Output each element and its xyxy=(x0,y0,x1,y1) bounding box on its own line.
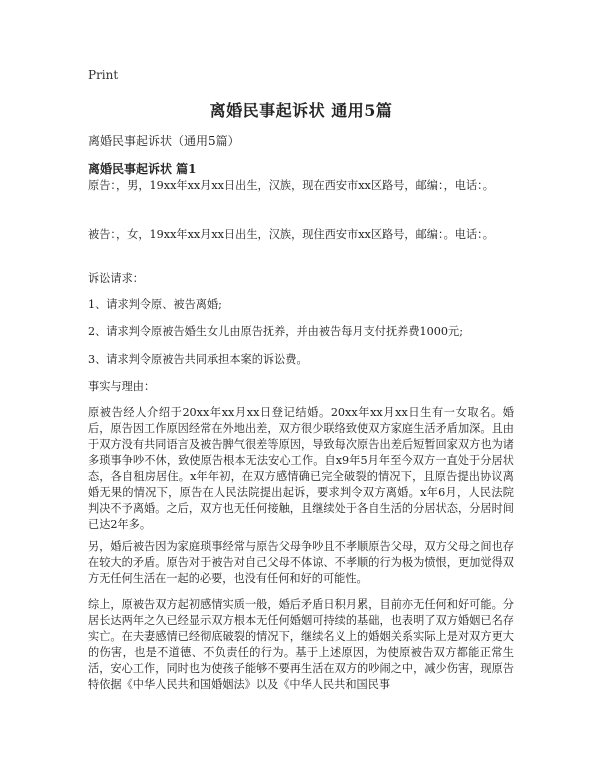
defendant-info: 被告：，女，19xx年xx月xx日出生，汉族，现住西安市xx区路号，邮编：。电话：。 xyxy=(88,228,494,241)
document-subtitle: 离婚民事起诉状（通用5篇） xyxy=(88,134,240,148)
facts-paragraph-3: 综上，原被告双方起初感情实质一般，婚后矛盾日积月累，目前亦无任何和好可能。分居长达两年之久已经显示双方根本无任何婚姻可持续的基础，也表明了双方婚姻已名存实亡。在夫妻感情已经彻底破裂的情况下，继续名义上的婚姻关系实际上是对双方更大的伤害，也是不道德、不负责任的行为。基于上述原因，为使原被告双方都能正常生活，安心工作，同时也为使孩子能够不要再生活在双方的吵闹之中，减少伤害，现原告特依据《中华人民共和国婚姻法》以及《中华人民共和国民事 xyxy=(88,598,514,691)
claim-item-3: 3、请求判令原被告共同承担本案的诉讼费。 xyxy=(88,353,308,366)
document-title: 离婚民事起诉状 通用5篇 xyxy=(209,101,393,120)
claims-heading: 诉讼请求： xyxy=(88,272,144,285)
print-link[interactable]: Print xyxy=(88,68,119,82)
facts-paragraph-1: 原被告经人介绍于20xx年xx月xx日登记结婚。20xx年xx月xx日生有一女取名。婚后，原告因工作原因经常在外地出差，双方很少联络致使双方家庭生活矛盾加深。且由于双方没有共同语言及被告脾气很差等原因，导致每次原告出差后短暂回家双方也为诸多琐事争吵不休，致使原告根本无法安心工作。自x9年5月年至今双方一直处于分居状态，各自租房居住。x年年初，在双方感情确已完全破裂的情况下，且原告提出协议离婚无果的情况下，原告在人民法院提出起诉，要求判令双方离婚。x年6月，人民法院判决不予离婚。之后，双方也无任何接触，且继续处于各自生活的分居状态，分居时间已达2年多。 xyxy=(88,406,514,531)
facts-heading: 事实与理由： xyxy=(88,380,156,393)
claim-item-1: 1、请求判令原、被告离婚; xyxy=(88,298,222,311)
plaintiff-info: 原告：，男，19xx年xx月xx日出生，汉族，现在西安市xx区路号，邮编：，电话：。 xyxy=(88,179,494,192)
claim-item-2: 2、请求判令原被告婚生女儿由原告抚养，并由被告每月支付抚养费1000元; xyxy=(88,325,463,338)
section-heading: 离婚民事起诉状 篇1 xyxy=(88,162,197,176)
facts-paragraph-2: 另，婚后被告因为家庭琐事经常与原告父母争吵且不孝顺原告父母，双方父母之间也存在较大的矛盾。原告对于被告对自己父母不体谅、不孝顺的行为极为愤恨，更加觉得双方无任何生活在一起的必要，也没有任何和好的可能性。 xyxy=(88,540,514,585)
